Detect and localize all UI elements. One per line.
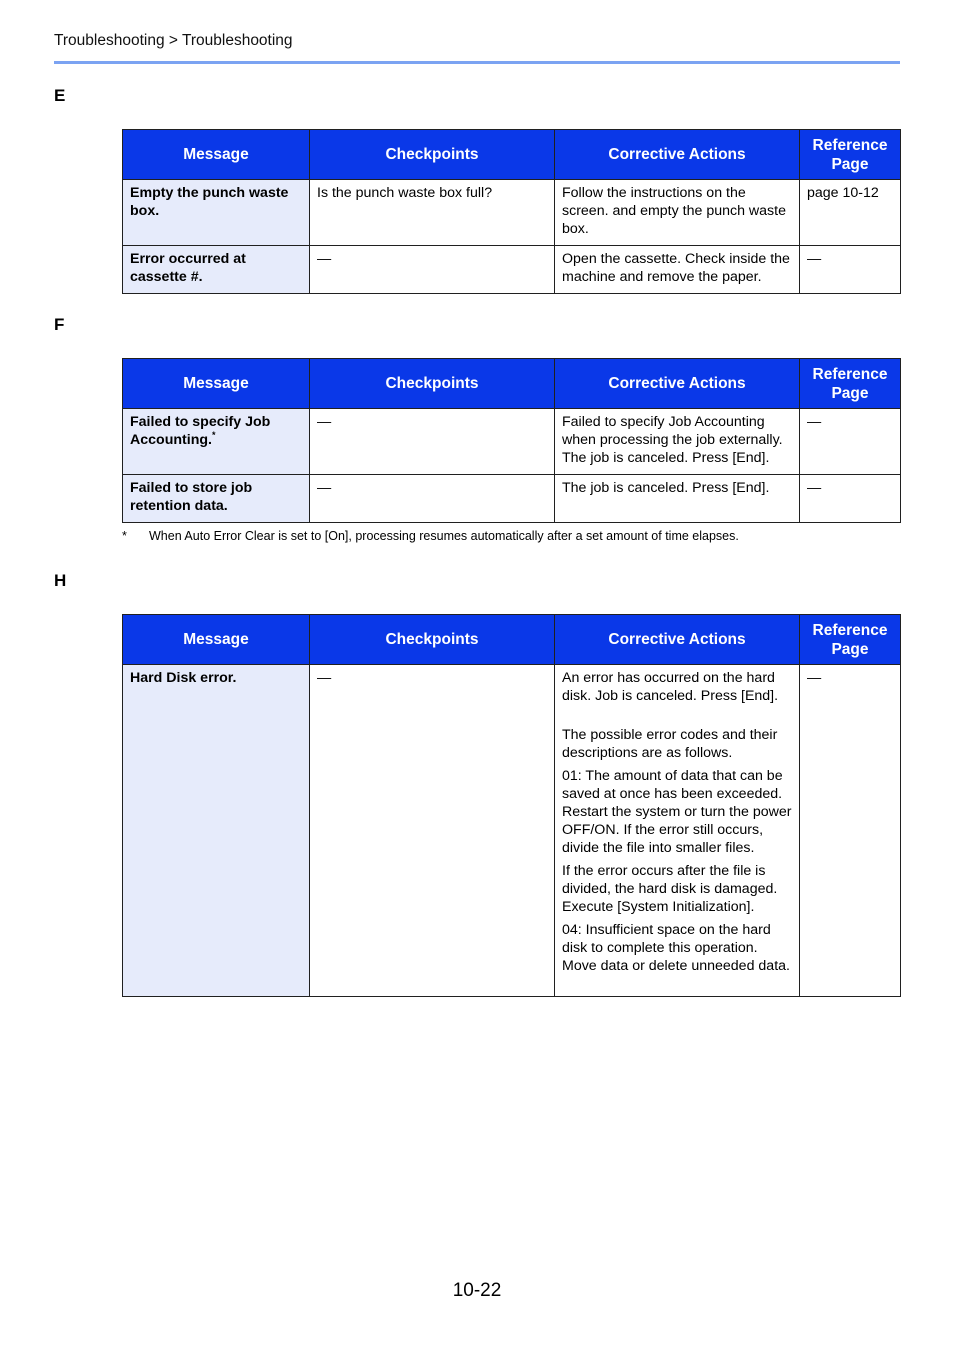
corrective-actions-cell: [555, 665, 800, 997]
message-cell: Error occurred at cassette #.: [123, 246, 310, 294]
footnote-reference: *: [211, 430, 216, 440]
checkpoints-cell: —: [310, 246, 555, 294]
corrective-actions-cell: Open the cassette. Check inside the machine and remove the paper.: [555, 246, 800, 294]
section-letter-e: E: [54, 86, 66, 105]
action-paragraph: If the error occurs after the file is divided, the hard disk is damaged. Execute [System Initialization].: [562, 863, 778, 915]
message-cell: Failed to store job retention data.: [123, 475, 310, 523]
action-paragraph: 04: Insufficient space on the hard disk to complete this operation. Move data or delete unneeded data.: [562, 922, 790, 974]
column-header-corrective-actions: Corrective Actions: [555, 615, 800, 665]
column-header-reference-page: Reference Page: [800, 359, 901, 409]
table-header-row: [123, 359, 901, 409]
breadcrumb: Troubleshooting > Troubleshooting: [54, 32, 293, 49]
message-text: Failed to specify Job Accounting.: [130, 414, 271, 448]
corrective-actions-cell: The job is canceled. Press [End].: [555, 475, 800, 523]
table-row: [123, 475, 901, 523]
column-header-checkpoints: Checkpoints: [310, 615, 555, 665]
page-number: 10-22: [452, 1280, 502, 1301]
table-header-row: [123, 615, 901, 665]
column-header-checkpoints: Checkpoints: [310, 130, 555, 180]
column-header-message: Message: [123, 130, 310, 180]
column-header-reference-page: Reference Page: [800, 615, 901, 665]
section-letter-h: H: [54, 571, 67, 590]
table-row: [123, 409, 901, 475]
message-cell: Hard Disk error.: [123, 665, 310, 997]
message-cell: [123, 409, 310, 475]
error-table-h: [122, 614, 901, 997]
checkpoints-cell: —: [310, 475, 555, 523]
table-header-row: [123, 130, 901, 180]
action-paragraph: An error has occurred on the hard disk. Job is canceled. Press [End].: [562, 670, 779, 704]
action-paragraph: 01: The amount of data that can be saved at once has been exceeded. Restart the system or turn the power OFF/ON. If the error still occurs, divide the file into smaller files.: [562, 768, 792, 856]
checkpoints-cell: —: [310, 409, 555, 475]
column-header-reference-page: Reference Page: [800, 130, 901, 180]
reference-page-cell: —: [800, 475, 901, 523]
message-cell: Empty the punch waste box.: [123, 180, 310, 246]
reference-page-cell: —: [800, 246, 901, 294]
corrective-actions-cell: Failed to specify Job Accounting when processing the job externally. The job is canceled. Press [End].: [555, 409, 800, 475]
column-header-message: Message: [123, 359, 310, 409]
column-header-checkpoints: Checkpoints: [310, 359, 555, 409]
footnote-mark: *: [122, 529, 127, 543]
error-table-f: [122, 358, 901, 523]
column-header-corrective-actions: Corrective Actions: [555, 359, 800, 409]
table-row: [123, 665, 901, 997]
corrective-actions-cell: Follow the instructions on the screen. and empty the punch waste box.: [555, 180, 800, 246]
table-row: [123, 246, 901, 294]
column-header-corrective-actions: Corrective Actions: [555, 130, 800, 180]
header-rule: [54, 61, 900, 64]
checkpoints-cell: Is the punch waste box full?: [310, 180, 555, 246]
action-paragraph: The possible error codes and their descriptions are as follows.: [562, 727, 778, 761]
error-table-e: [122, 129, 901, 294]
reference-page-cell: —: [800, 409, 901, 475]
reference-page-cell: page 10-12: [800, 180, 901, 246]
reference-page-cell: —: [800, 665, 901, 997]
column-header-message: Message: [123, 615, 310, 665]
table-row: [123, 180, 901, 246]
footnote-text: When Auto Error Clear is set to [On], processing resumes automatically after a set amount of time elapses.: [149, 529, 739, 543]
checkpoints-cell: —: [310, 665, 555, 997]
section-letter-f: F: [54, 315, 65, 334]
